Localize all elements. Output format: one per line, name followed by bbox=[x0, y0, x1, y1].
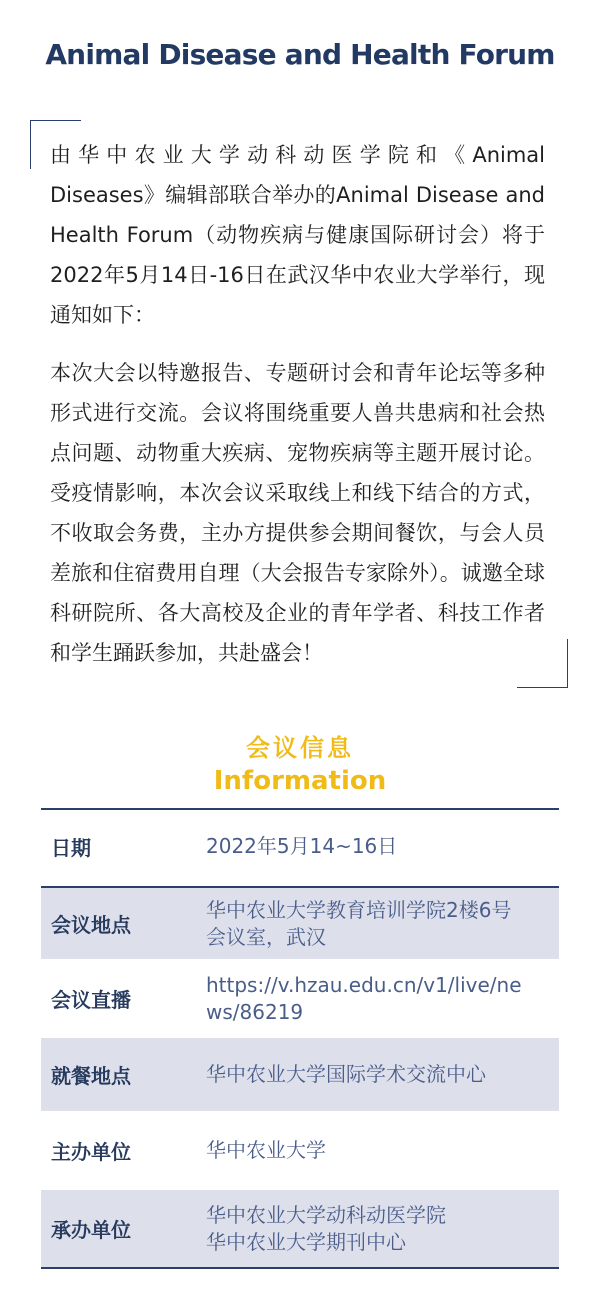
info-row-livestream bbox=[41, 962, 559, 1038]
description-paragraph: 本次大会以特邀报告、专题研讨会和青年论坛等多种形式进行交流。会议将围绕重要人兽共患病和社会热点问题、动物重大疾病、宠物疾病等主题开展讨论。受疫情影响，本次会议采取线上和线下结合的方式，不收取会务费，主办方提供参会期间餐饮，与会人员差旅和住宿费用自理（大会报告专家除外）。诚邀全球科研院所、各大高校及企业的青年学者、科技工作者和学生踊跃参加，共赴盛会！ bbox=[50, 361, 545, 665]
row-value-line: 华中农业大学 bbox=[206, 1138, 326, 1162]
row-label: 日期 bbox=[51, 836, 91, 860]
info-row-dining bbox=[41, 1038, 559, 1114]
row-value-line: 华中农业大学期刊中心 bbox=[206, 1229, 406, 1254]
row-value bbox=[206, 1202, 559, 1256]
intro-paragraph: 由华中农业大学动科动医学院和《Animal Diseases》编辑部联合举办的Animal Disease and Health Forum（动物疾病与健康国际研讨会）将于2022年5月14日-16日在武汉华中农业大学举行，现通知如下： bbox=[50, 143, 545, 327]
row-value bbox=[206, 897, 559, 951]
row-value bbox=[206, 1137, 559, 1164]
livestream-link[interactable] bbox=[206, 972, 559, 1026]
row-value-line: 华中农业大学教育培训学院2楼6号 bbox=[206, 897, 512, 922]
row-value-line: ws/86219 bbox=[206, 999, 304, 1024]
info-heading-cn: 会议信息 bbox=[246, 734, 354, 762]
row-value-line: 华中农业大学动科动医学院 bbox=[206, 1202, 446, 1227]
info-row-date bbox=[41, 810, 559, 886]
info-heading bbox=[0, 732, 600, 798]
info-row-organizer bbox=[41, 1190, 559, 1267]
row-value-line: 华中农业大学国际学术交流中心 bbox=[206, 1062, 486, 1086]
info-heading-en: Information bbox=[213, 766, 387, 796]
row-value bbox=[206, 1061, 559, 1088]
info-table bbox=[41, 808, 559, 1269]
row-value-line: 2022年5月14~16日 bbox=[206, 834, 398, 858]
row-label: 就餐地点 bbox=[51, 1064, 131, 1088]
row-label: 会议地点 bbox=[51, 913, 131, 937]
row-value-line: 会议室，武汉 bbox=[206, 924, 326, 949]
row-value-line: https://v.hzau.edu.cn/v1/live/ne bbox=[206, 972, 522, 997]
info-row-venue bbox=[41, 886, 559, 962]
info-row-host bbox=[41, 1114, 559, 1190]
page-title: Animal Disease and Health Forum bbox=[45, 38, 555, 71]
row-label: 会议直播 bbox=[51, 988, 131, 1012]
row-label: 承办单位 bbox=[51, 1218, 131, 1242]
row-label: 主办单位 bbox=[51, 1140, 131, 1164]
corner-bracket-bottom-right bbox=[517, 639, 568, 688]
row-value bbox=[206, 833, 559, 860]
